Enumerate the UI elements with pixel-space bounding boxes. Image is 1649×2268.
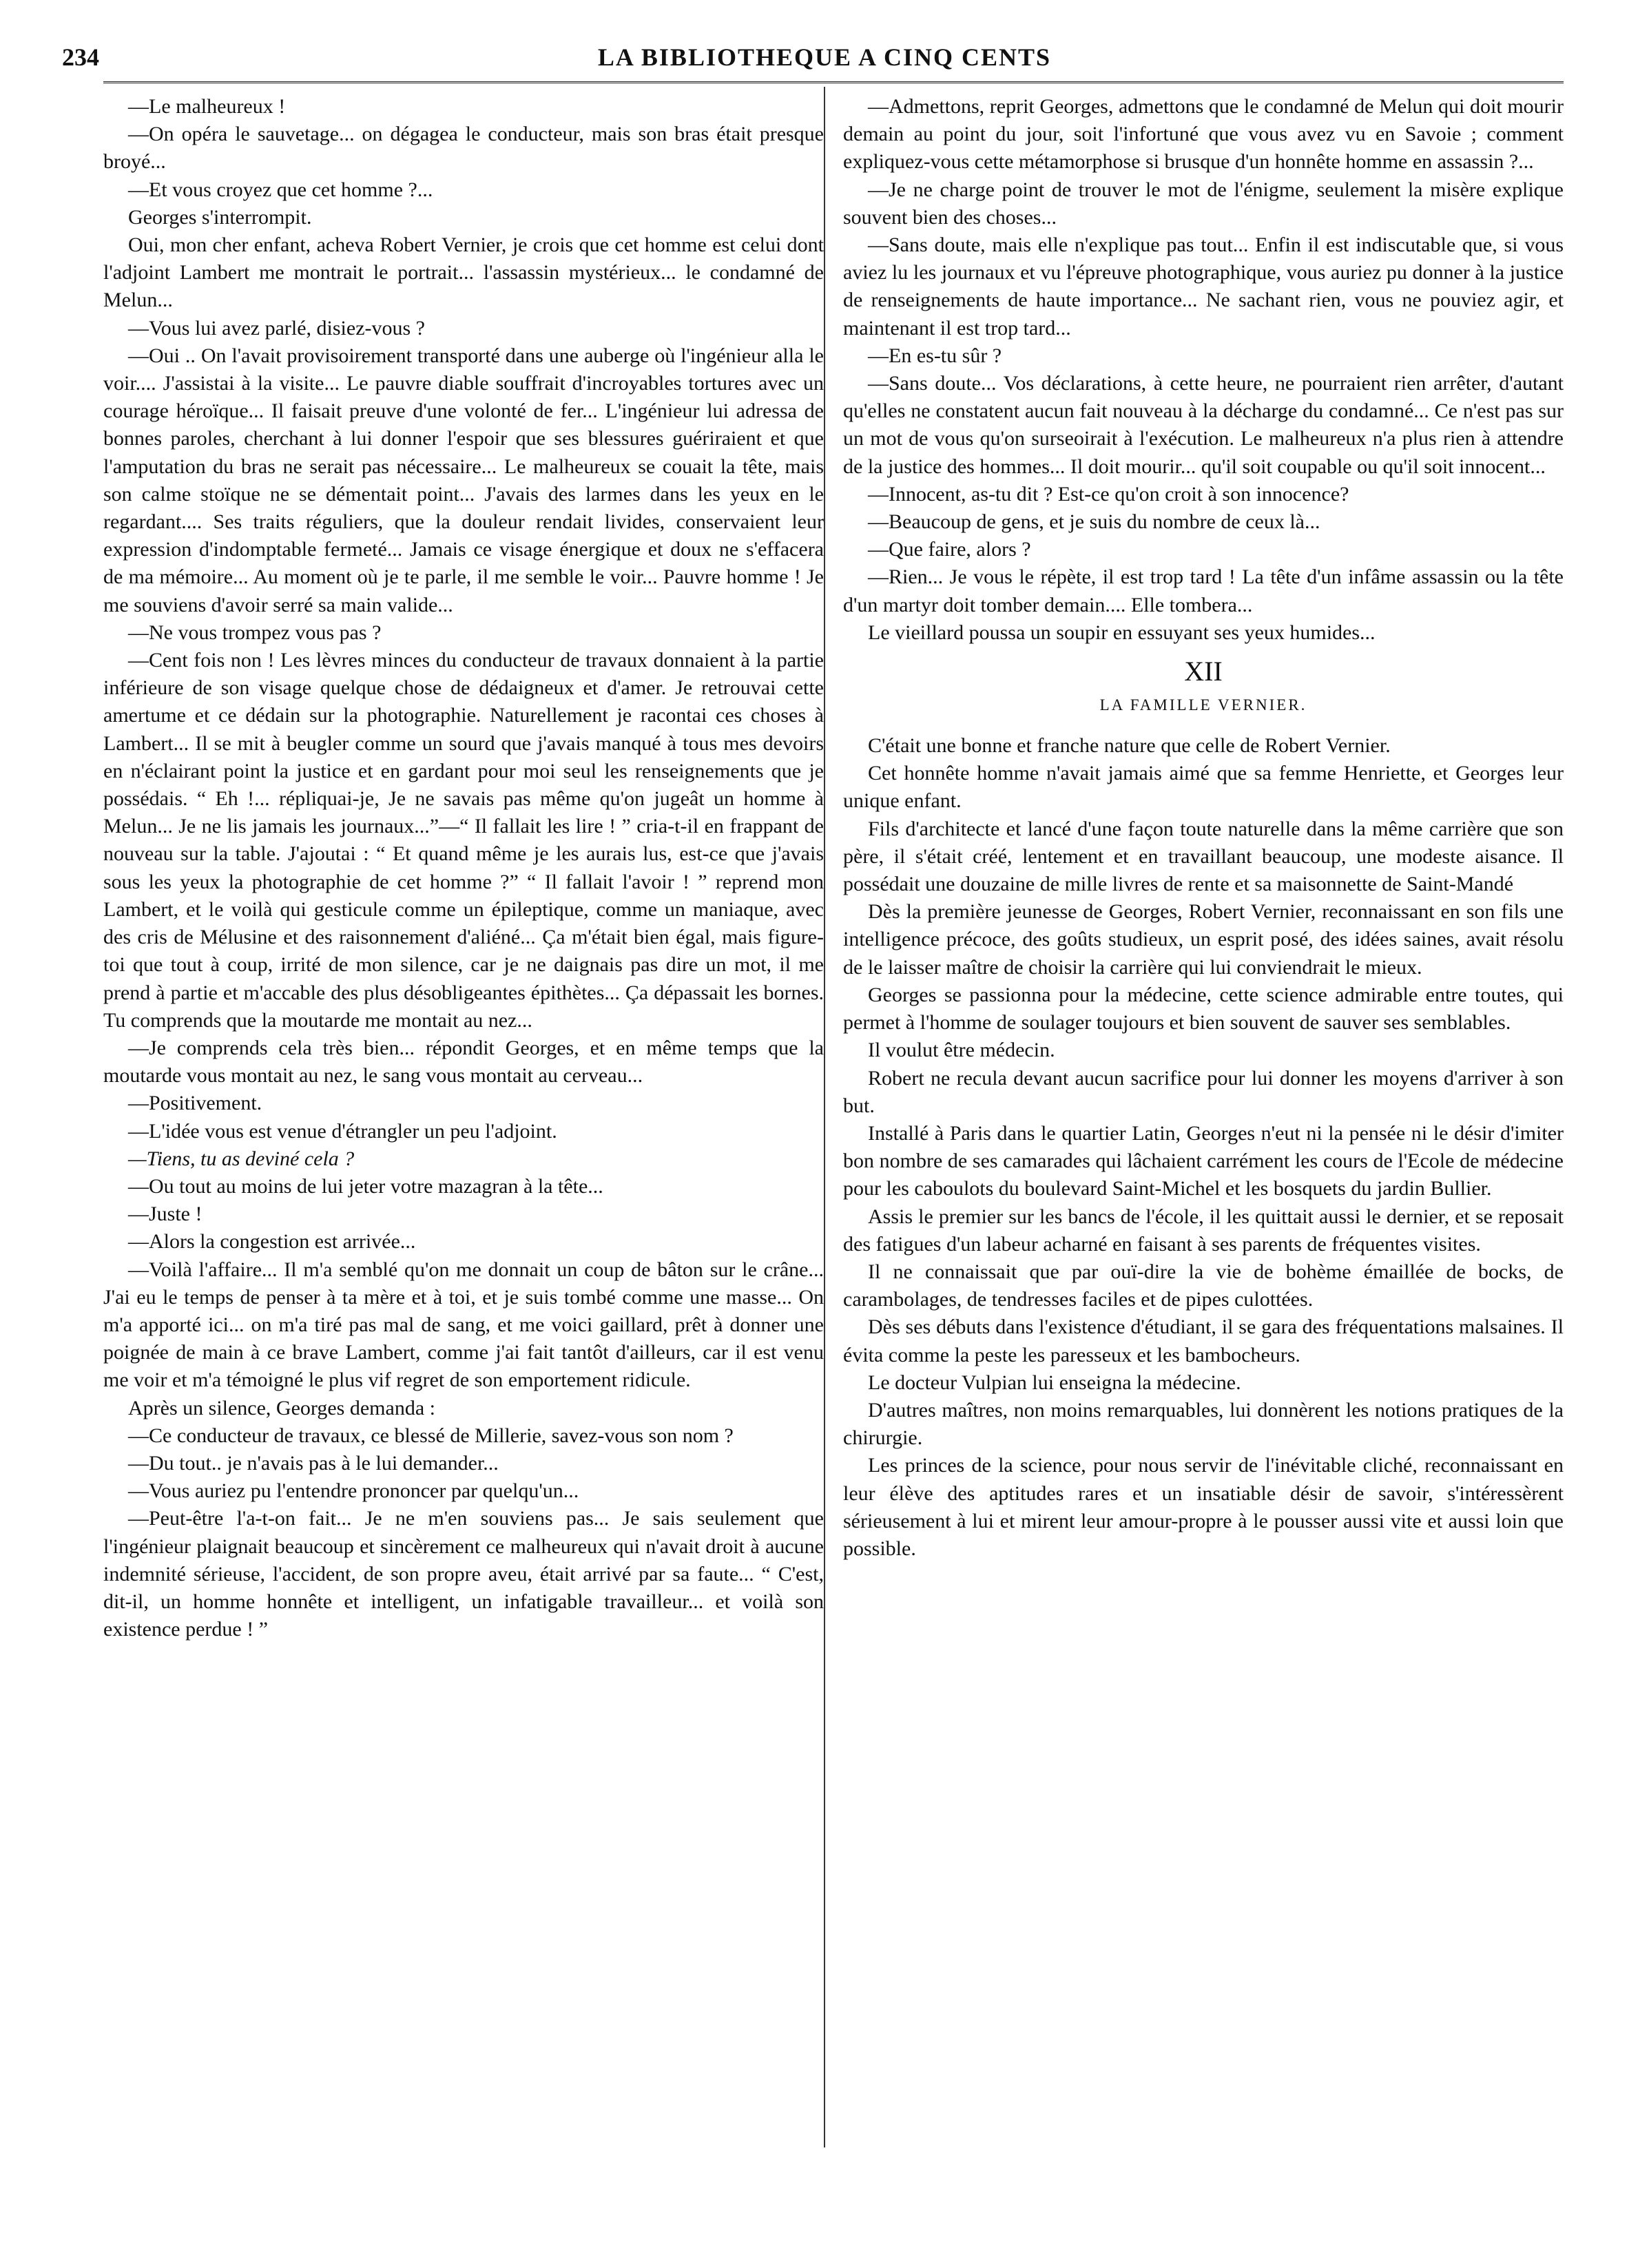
paragraph: Il voulut être médecin.: [868, 1039, 1055, 1062]
paragraph: Cet honnête homme n'avait jamais aimé que sa femme Henriette, et Georges leur unique enfant.: [843, 762, 1564, 813]
paragraph: Dès ses débuts dans l'existence d'étudiant, il se gara des fréquentations malsaines. Il évita comme la peste les paresseux et les bambocheurs.: [843, 1315, 1564, 1366]
page-number: 234: [62, 43, 99, 71]
paragraph: Robert ne recula devant aucun sacrifice pour lui donner les moyens d'arriver à son but.: [843, 1066, 1564, 1117]
paragraph: —Tiens, tu as deviné cela ?: [128, 1147, 355, 1170]
paragraph: —Que faire, alors ?: [868, 538, 1031, 561]
paragraph: Fils d'architecte et lancé d'une façon toute naturelle dans la même carrière que son père, il s'était créé, lentement et en travaillant beaucoup, une modeste aisance. Il possédait une douzaine de mille livres de rente et sa maisonnette de Saint-Mandé: [843, 817, 1564, 896]
paragraph: —Et vous croyez que cet homme ?...: [128, 178, 433, 201]
running-head: [62, 43, 1587, 84]
paragraph: —Ou tout au moins de lui jeter votre mazagran à la tête...: [128, 1174, 603, 1198]
paragraph: Installé à Paris dans le quartier Latin, Georges n'eut ni la pensée ni le désir d'imiter bon nombre de ses camarades qui lâchaient carrément les cours de l'Ecole de médecine pour les caboulots du boulevard Saint-Michel et les bosquets du jardin Bullier.: [843, 1121, 1564, 1200]
paragraph: —Beaucoup de gens, et je suis du nombre de ceux là...: [868, 510, 1320, 534]
paragraph: —Ne vous trompez vous pas ?: [128, 621, 382, 644]
paragraph: —Je comprends cela très bien... répondit Georges, et en même temps que la moutarde vous montait au nez, le sang vous montait au cerveau...: [103, 1036, 824, 1088]
paragraph: —Juste !: [128, 1203, 203, 1226]
paragraph: —Sans doute, mais elle n'explique pas tout... Enfin il est indiscutable que, si vous aviez lu les journaux et vu l'épreuve photographique, vous auriez pu donner à la justice de renseignements de haute importance... Ne sachant rien, vous ne pouviez agir, et maintenant il est trop tard...: [843, 233, 1564, 340]
paragraph: —Admettons, reprit Georges, admettons que le condamné de Melun qui doit mourir demain au point du jour, soit l'infortuné que vous avez vu en Savoie ; comment expliquez-vous cette métamorphose si brusque d'un honnête homme en assassin ?...: [843, 95, 1564, 174]
paragraph: —Vous lui avez parlé, disiez-vous ?: [128, 316, 426, 340]
paragraph: —On opéra le sauvetage... on dégagea le conducteur, mais son bras était presque broyé...: [103, 123, 824, 174]
paragraph: —Voilà l'affaire... Il m'a semblé qu'on me donnait un coup de bâton sur le crâne... J'ai eu le temps de penser à ta mère et à toi, et je suis tombé comme une masse... On m'a apporté ici... on m'a tiré pas mal de sang, et me voici gaillard, prêt à donner une poignée de main à ce brave Lambert, comme j'ai fait tantôt d'ailleurs, car il est venu me voir et m'a témoigné le plus vif regret de son emportement ridicule.: [103, 1258, 824, 1392]
paragraph: —Positivement.: [128, 1092, 262, 1115]
paragraph: Dès la première jeunesse de Georges, Robert Vernier, reconnaissant en son fils une intelligence précoce, des goûts studieux, un esprit posé, des idées saines, avait résolu de le laisser maître de choisir la carrière qui lui conviendrait le mieux.: [843, 900, 1564, 979]
paragraph: —Rien... Je vous le répète, il est trop tard ! La tête d'un infâme assassin ou la tête d'un martyr doit tomber demain.... Elle tombera...: [843, 565, 1564, 616]
paragraph: C'était une bonne et franche nature que celle de Robert Vernier.: [868, 734, 1391, 758]
paragraph: —Oui .. On l'avait provisoirement transporté dans une auberge où l'ingénieur alla le voir.... J'assistai à la visite... Le pauvre diable souffrait d'incroyables tortures avec un courage héroïque... Il faisait preuve d'une volonté de fer... L'ingénieur lui adressa de bonnes paroles, cherchant à lui donner l'espoir que ses blessures guériraient et que l'amputation du bras ne serait pas nécessaire... Le malheureux se couait la tête, mais son calme stoïque ne se démentait point... J'avais des larmes dans les yeux en le regardant.... Ses traits réguliers, que la douleur rendait livides, conservaient leur expression d'indomptable fermeté... Jamais ce visage énergique et doux ne s'effacera de ma mémoire... Au moment où je te parle, il me semble le voir... Pauvre homme ! Je me souviens d'avoir serré sa main valide...: [103, 344, 824, 616]
paragraph: Après un silence, Georges demanda :: [128, 1396, 435, 1419]
paragraph: Georges se passionna pour la médecine, cette science admirable entre toutes, qui permet à l'homme de soulager toujours et bien souvent de sauver ses semblables.: [843, 983, 1564, 1034]
paragraph: —Le malheureux !: [128, 95, 286, 118]
paragraph: Oui, mon cher enfant, acheva Robert Vernier, je crois que cet homme est celui dont l'adjoint Lambert me montrait le portrait... l'assassin mystérieux... le condamné de Melun...: [103, 233, 824, 312]
paragraph: —Ce conducteur de travaux, ce blessé de Millerie, savez-vous son nom ?: [128, 1424, 734, 1447]
paragraph: Il ne connaissait que par ouï-dire la vie de bohème émaillée de bocks, de carambolages, de tendresses faciles et de pipes culottées.: [843, 1260, 1564, 1311]
paragraph: Le vieillard poussa un soupir en essuyant ses yeux humides...: [868, 621, 1376, 644]
paragraph: —En es-tu sûr ?: [868, 344, 1002, 367]
right-column: [843, 93, 1564, 1563]
paragraph: —Innocent, as-tu dit ? Est-ce qu'on croit à son innocence?: [868, 482, 1349, 506]
paragraph: —Du tout.. je n'avais pas à le lui demander...: [128, 1451, 499, 1475]
column-divider: [824, 87, 825, 2147]
chapter-number: XII: [1184, 656, 1223, 687]
paragraph: Assis le premier sur les bancs de l'école, il les quittait aussi le dernier, et se reposait des fatigues d'un labeur acharné en faisant à ses parents de fréquentes visites.: [843, 1205, 1564, 1256]
paragraph: —L'idée vous est venue d'étrangler un peu l'adjoint.: [128, 1119, 557, 1143]
running-title: LA BIBLIOTHEQUE A CINQ CENTS: [597, 43, 1052, 71]
paragraph: D'autres maîtres, non moins remarquables, lui donnèrent les notions pratiques de la chirurgie.: [843, 1398, 1564, 1450]
paragraph: —Cent fois non ! Les lèvres minces du conducteur de travaux donnaient à la partie inférieure de son visage quelque chose de dédaigneux et d'amer. Je retrouvai cette amertume et ce dédain sur la photographie. Naturellement je racontai ces choses à Lambert... Il se mit à beugler comme un sourd que j'avais manqué à tous mes devoirs en n'éclairant point la justice et en gardant pour moi seul les renseignements que je possédais. “ Eh !... répliquai-je, Je ne savais pas même qu'on jugeât un homme à Melun... Je ne lis jamais les journaux...”—“ Il fallait les lire ! ” cria-t-il en frappant de nouveau sur la table. J'ajoutai : “ Et quand même je les aurais lus, est-ce que j'avais sous les yeux la photographie de cet homme ?” “ Il fallait l'avoir ! ” reprend mon Lambert, et le voilà qui gesticule comme un épileptique, comme un maniaque, avec des cris de Mélusine et des raisonnement d'aliéné... Ça m'était bien égal, mais figure-toi que tout à coup, irrité de mon silence, car je ne daignais pas dire un mot, il me prend à partie et m'accable des plus désobligeantes épithètes... Ça dépassait les bornes. Tu comprends que la moutarde me montait au nez...: [103, 649, 824, 1032]
paragraph: Georges s'interrompit.: [128, 205, 312, 229]
paragraph: Le docteur Vulpian lui enseigna la médecine.: [868, 1371, 1241, 1394]
paragraph: —Sans doute... Vos déclarations, à cette heure, ne pourraient rien arrêter, d'autant qu'elles ne constatent aucun fait nouveau à la décharge du condamné... Ce n'est pas sur un mot de vous qu'on surseoirait à l'exécution. Le malheureux n'a plus rien à attendre de la justice des hommes... Il doit mourir... qu'il soit coupable ou qu'il soit innocent...: [843, 372, 1564, 478]
paragraph: Les princes de la science, pour nous servir de l'inévitable cliché, reconnaissant en leur élève des aptitudes rares et un insatiable désir de savoir, s'intéressèrent sérieusement à lui et mirent leur amour-propre à le pousser aussi vite et aussi loin que possible.: [843, 1454, 1564, 1560]
paragraph: —Vous auriez pu l'entendre prononcer par quelqu'un...: [128, 1479, 579, 1503]
paragraph: —Alors la congestion est arrivée...: [128, 1230, 416, 1253]
paragraph: —Peut-être l'a-t-on fait... Je ne m'en souviens pas... Je sais seulement que l'ingénieur plaignait beaucoup et sincèrement ce malheureux qui n'avait droit à aucune indemnité sérieuse, l'accident, de son propre aveu, était arrivé par sa faute... “ C'est, dit-il, un homme honnête et intelligent, un infatigable travailleur... et voilà son existence perdue ! ”: [103, 1507, 824, 1641]
chapter-title: LA FAMILLE VERNIER.: [1099, 696, 1307, 714]
header-rule: [103, 81, 1564, 83]
left-column: [103, 93, 824, 1643]
paragraph: —Je ne charge point de trouver le mot de l'énigme, seulement la misère explique souvent bien des choses...: [843, 178, 1564, 229]
